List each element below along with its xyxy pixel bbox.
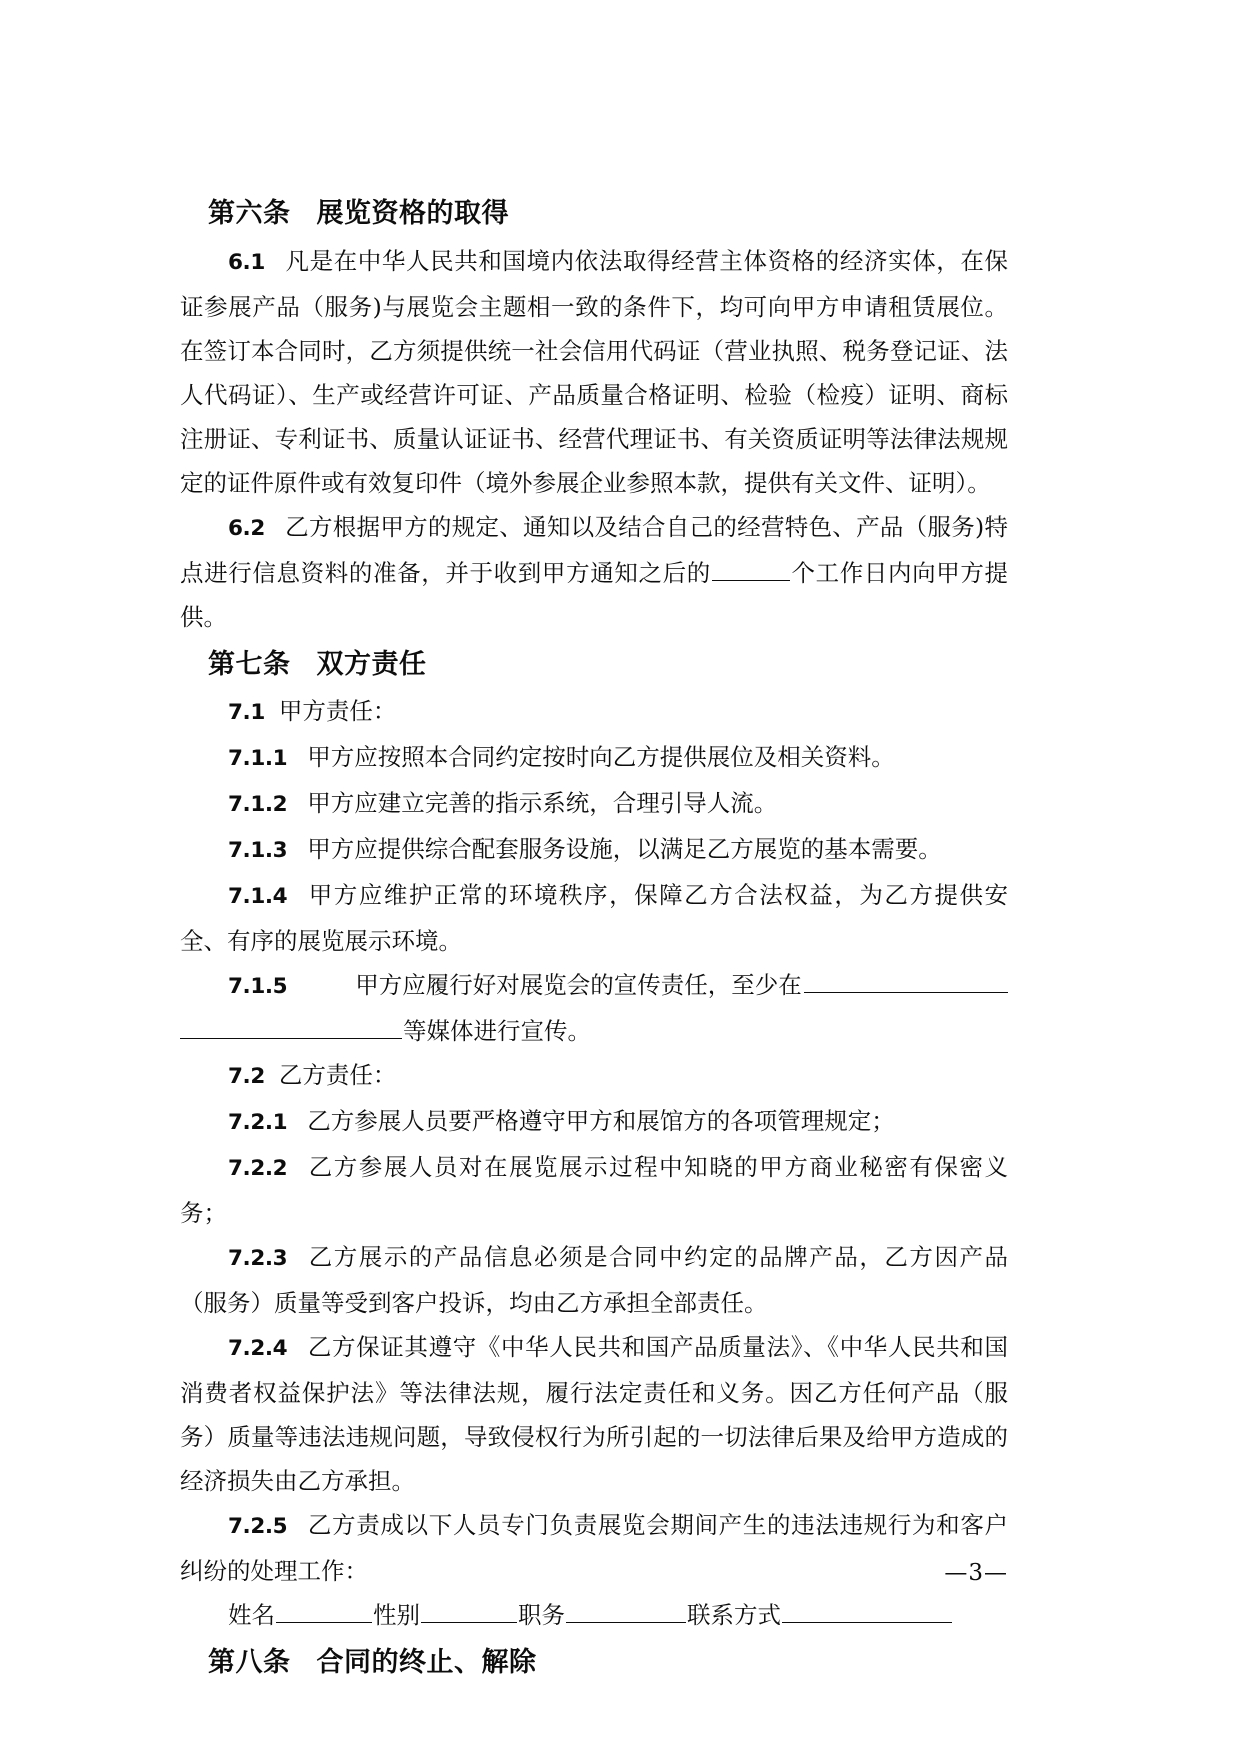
clause-7-2-3-number: 7.2.3 <box>228 1246 288 1271</box>
clause-7-1-5-continued <box>180 1009 1008 1053</box>
clause-7-1-5-text-before: 甲方应履行好对展览会的宣传责任，至少在 <box>355 971 802 999</box>
clause-7-1-3 <box>180 827 1008 873</box>
article-6-number: 第六条 <box>208 198 291 229</box>
media-blank-line-1[interactable] <box>804 968 1008 993</box>
article-8-title: 合同的终止、解除 <box>316 1647 537 1678</box>
clause-7-1-1-number: 7.1.1 <box>228 746 288 771</box>
clause-7-1-4 <box>180 873 1008 963</box>
clause-7-1-2-text: 甲方应建立完善的指示系统，合理引导人流。 <box>307 789 778 817</box>
clause-6-2 <box>180 505 1008 639</box>
clause-7-1-5 <box>180 963 1008 1009</box>
clause-7-1-1 <box>180 735 1008 781</box>
clause-7-1-1-text: 甲方应按照本合同约定按时向乙方提供展位及相关资料。 <box>307 743 895 771</box>
article-8-heading <box>180 1643 1008 1684</box>
clause-7-2-3 <box>180 1235 1008 1325</box>
clause-7-2-1 <box>180 1099 1008 1145</box>
page-number: —3— <box>944 1560 1008 1586</box>
clause-7-2-4-number: 7.2.4 <box>228 1336 288 1361</box>
clause-7-1-5-text-after: 等媒体进行宣传。 <box>403 1017 591 1045</box>
clause-7-2-2-text: 乙方参展人员对在展览展示过程中知晓的甲方商业秘密有保密义务； <box>180 1153 1008 1227</box>
clause-7-1-5-number: 7.1.5 <box>228 974 288 999</box>
article-7-number: 第七条 <box>208 648 291 680</box>
clause-7-1 <box>180 689 1008 735</box>
clause-7-2 <box>180 1053 1008 1099</box>
article-8-number: 第八条 <box>208 1647 291 1678</box>
clause-7-1-2-number: 7.1.2 <box>228 792 288 817</box>
contact-label: 联系方式 <box>687 1601 781 1629</box>
article-6-heading <box>180 194 1008 235</box>
clause-7-2-5-text: 乙方责成以下人员专门负责展览会期间产生的违法违规行为和客户纠纷的处理工作： <box>180 1511 1008 1585</box>
clause-6-2-text-after: 个工作日内向甲方提供。 <box>180 558 1009 631</box>
clause-7-2-number: 7.2 <box>228 1064 265 1089</box>
position-input-blank[interactable] <box>566 1598 686 1623</box>
working-days-blank[interactable] <box>712 556 790 581</box>
clause-7-1-text: 甲方责任： <box>278 697 397 725</box>
clause-7-2-5 <box>180 1503 1008 1593</box>
clause-7-2-2 <box>180 1145 1008 1235</box>
clause-7-1-3-number: 7.1.3 <box>228 838 288 863</box>
clause-7-2-4 <box>180 1325 1008 1503</box>
article-7-heading <box>180 645 1008 686</box>
clause-7-1-2 <box>180 781 1008 827</box>
position-label: 职务 <box>518 1601 565 1629</box>
clause-6-2-number: 6.2 <box>228 515 265 541</box>
gender-input-blank[interactable] <box>421 1598 517 1623</box>
clause-6-1-text: 凡是在中华人民共和国境内依法取得经营主体资格的经济实体，在保证参展产品（服务)与展览会主题相一致的条件下，均可向甲方申请租赁展位。在签订本合同时，乙方须提供统一社会信用代码证（营业执照、税务登记证、法人代码证）、生产或经营许可证、产品质量合格证明、检验（检疫）证明、商标注册证、专利证书、质量认证证书、经营代理证书、有关资质证明等法律法规规定的证件原件或有效复印件（境外参展企业参照本款，提供有关文件、证明）。 <box>180 246 1008 497</box>
clause-7-2-1-number: 7.2.1 <box>228 1110 288 1135</box>
clause-7-1-3-text: 甲方应提供综合配套服务设施，以满足乙方展览的基本需要。 <box>307 835 942 863</box>
contact-input-blank[interactable] <box>782 1598 952 1623</box>
name-input-blank[interactable] <box>276 1598 372 1623</box>
media-blank-line-2[interactable] <box>180 1014 402 1039</box>
gender-label: 性别 <box>373 1601 420 1629</box>
clause-7-2-5-number: 7.2.5 <box>228 1514 288 1539</box>
clause-6-1 <box>180 239 1008 505</box>
article-7-title: 双方责任 <box>316 648 427 680</box>
clause-7-1-4-text: 甲方应维护正常的环境秩序，保障乙方合法权益，为乙方提供安全、有序的展览展示环境。 <box>180 881 1008 955</box>
clause-6-1-number: 6.1 <box>228 249 265 275</box>
clause-7-2-text: 乙方责任： <box>278 1061 397 1089</box>
clause-7-1-number: 7.1 <box>228 700 265 725</box>
name-label: 姓名 <box>228 1601 275 1629</box>
clause-7-2-4-text: 乙方保证其遵守《中华人民共和国产品质量法》、《中华人民共和国消费者权益保护法》等法律法规，履行法定责任和义务。因乙方任何产品（服务）质量等违法违规问题，导致侵权行为所引起的一切法律后果及给甲方造成的经济损失由乙方承担。 <box>180 1333 1008 1495</box>
article-6-title: 展览资格的取得 <box>316 198 509 229</box>
clause-6-2-text-before: 乙方根据甲方的规定、通知以及结合自己的经营特色、产品（服务)特点进行信息资料的准备，并于收到甲方通知之后的 <box>180 512 1008 587</box>
clause-7-2-1-text: 乙方参展人员要严格遵守甲方和展馆方的各项管理规定； <box>307 1107 895 1135</box>
clause-7-2-2-number: 7.2.2 <box>228 1156 288 1181</box>
clause-7-1-4-number: 7.1.4 <box>228 884 288 909</box>
contact-person-fields <box>180 1593 1008 1637</box>
clause-7-2-3-text: 乙方展示的产品信息必须是合同中约定的品牌产品，乙方因产品（服务）质量等受到客户投诉，均由乙方承担全部责任。 <box>180 1243 1008 1317</box>
